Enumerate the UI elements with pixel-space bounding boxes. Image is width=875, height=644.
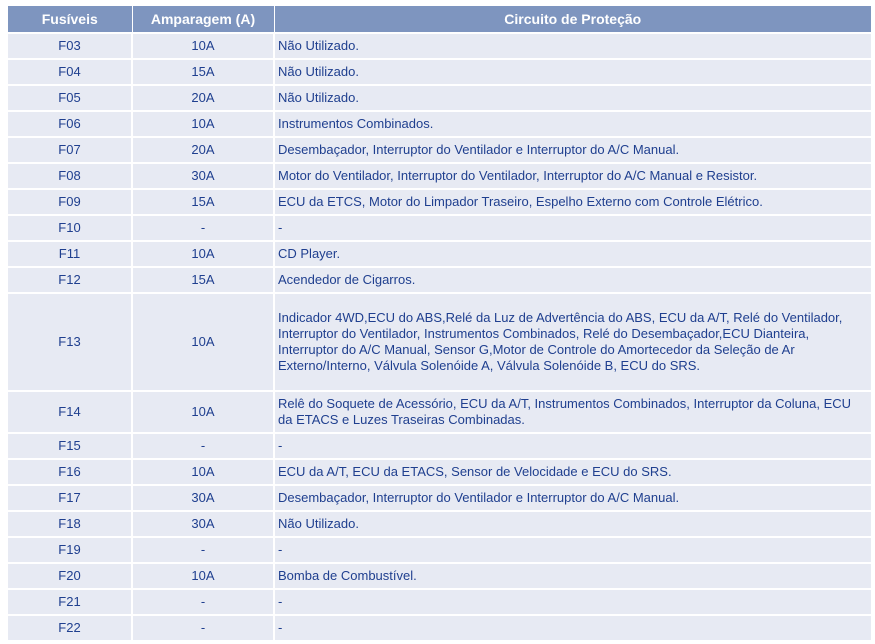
table-row <box>8 163 871 189</box>
amperage-cell: 10A <box>132 241 274 267</box>
amperage-cell: 30A <box>132 485 274 511</box>
circuit-cell: - <box>274 537 871 563</box>
fuse-cell: F18 <box>8 511 132 537</box>
circuit-cell: Desembaçador, Interruptor do Ventilador e Interruptor do A/C Manual. <box>274 137 871 163</box>
circuit-cell: Motor do Ventilador, Interruptor do Ventilador, Interruptor do A/C Manual e Resistor. <box>274 163 871 189</box>
fuse-cell: F15 <box>8 433 132 459</box>
fuse-cell: F16 <box>8 459 132 485</box>
fuse-cell: F05 <box>8 85 132 111</box>
circuit-cell: Não Utilizado. <box>274 59 871 85</box>
circuit-cell: Instrumentos Combinados. <box>274 111 871 137</box>
amperage-cell: - <box>132 537 274 563</box>
amperage-cell: 15A <box>132 189 274 215</box>
fuse-table <box>8 6 871 640</box>
fuse-cell: F17 <box>8 485 132 511</box>
amperage-cell: - <box>132 589 274 615</box>
amperage-cell: 20A <box>132 137 274 163</box>
header-amperage: Amparagem (A) <box>132 6 274 33</box>
circuit-cell: Indicador 4WD,ECU do ABS,Relé da Luz de Advertência do ABS, ECU da A/T, Relé do Ventilador, Interruptor do Ventilador, Instrumentos Combinados, Relé do Desembaçador,ECU Dianteira, Interruptor do A/C Manual, Sensor G,Motor de Controle do Amortecedor da Seleção de Ar Externo/Interno, Válvula Solenóide A, Válvula Solenóide B, ECU do SRS. <box>274 293 871 391</box>
fuse-cell: F19 <box>8 537 132 563</box>
amperage-cell: - <box>132 433 274 459</box>
fuse-table-container <box>8 6 871 640</box>
table-row <box>8 137 871 163</box>
fuse-cell: F20 <box>8 563 132 589</box>
fuse-cell: F22 <box>8 615 132 640</box>
amperage-cell: 10A <box>132 111 274 137</box>
table-row <box>8 267 871 293</box>
table-row <box>8 293 871 391</box>
circuit-cell: - <box>274 433 871 459</box>
table-row <box>8 85 871 111</box>
amperage-cell: 20A <box>132 85 274 111</box>
amperage-cell: - <box>132 615 274 640</box>
amperage-cell: 10A <box>132 459 274 485</box>
amperage-cell: 10A <box>132 293 274 391</box>
table-row <box>8 59 871 85</box>
amperage-cell: 10A <box>132 33 274 59</box>
table-row <box>8 111 871 137</box>
fuse-cell: F08 <box>8 163 132 189</box>
fuse-cell: F13 <box>8 293 132 391</box>
table-row <box>8 189 871 215</box>
circuit-cell: - <box>274 215 871 241</box>
table-row <box>8 511 871 537</box>
circuit-cell: Não Utilizado. <box>274 85 871 111</box>
fuse-cell: F04 <box>8 59 132 85</box>
table-row <box>8 215 871 241</box>
table-row <box>8 391 871 433</box>
fuse-cell: F10 <box>8 215 132 241</box>
amperage-cell: 15A <box>132 267 274 293</box>
amperage-cell: - <box>132 215 274 241</box>
fuse-cell: F14 <box>8 391 132 433</box>
table-row <box>8 33 871 59</box>
circuit-cell: Desembaçador, Interruptor do Ventilador e Interruptor do A/C Manual. <box>274 485 871 511</box>
circuit-cell: Relê do Soquete de Acessório, ECU da A/T, Instrumentos Combinados, Interruptor da Coluna, ECU da ETACS e Luzes Traseiras Combinadas. <box>274 391 871 433</box>
amperage-cell: 15A <box>132 59 274 85</box>
circuit-cell: Não Utilizado. <box>274 511 871 537</box>
table-row <box>8 589 871 615</box>
fuse-cell: F11 <box>8 241 132 267</box>
table-row <box>8 459 871 485</box>
table-row <box>8 241 871 267</box>
circuit-cell: CD Player. <box>274 241 871 267</box>
amperage-cell: 10A <box>132 391 274 433</box>
fuse-cell: F07 <box>8 137 132 163</box>
fuse-cell: F21 <box>8 589 132 615</box>
fuse-cell: F12 <box>8 267 132 293</box>
amperage-cell: 10A <box>132 563 274 589</box>
table-row <box>8 485 871 511</box>
table-row <box>8 615 871 640</box>
circuit-cell: Bomba de Combustível. <box>274 563 871 589</box>
header-fuse: Fusíveis <box>8 6 132 33</box>
table-row <box>8 537 871 563</box>
amperage-cell: 30A <box>132 511 274 537</box>
circuit-cell: Não Utilizado. <box>274 33 871 59</box>
fuse-cell: F06 <box>8 111 132 137</box>
fuse-cell: F03 <box>8 33 132 59</box>
table-row <box>8 563 871 589</box>
table-row <box>8 433 871 459</box>
fuse-cell: F09 <box>8 189 132 215</box>
circuit-cell: - <box>274 589 871 615</box>
circuit-cell: Acendedor de Cigarros. <box>274 267 871 293</box>
header-circuit: Circuito de Proteção <box>274 6 871 33</box>
circuit-cell: ECU da A/T, ECU da ETACS, Sensor de Velocidade e ECU do SRS. <box>274 459 871 485</box>
circuit-cell: - <box>274 615 871 640</box>
amperage-cell: 30A <box>132 163 274 189</box>
table-header-row <box>8 6 871 33</box>
circuit-cell: ECU da ETCS, Motor do Limpador Traseiro, Espelho Externo com Controle Elétrico. <box>274 189 871 215</box>
